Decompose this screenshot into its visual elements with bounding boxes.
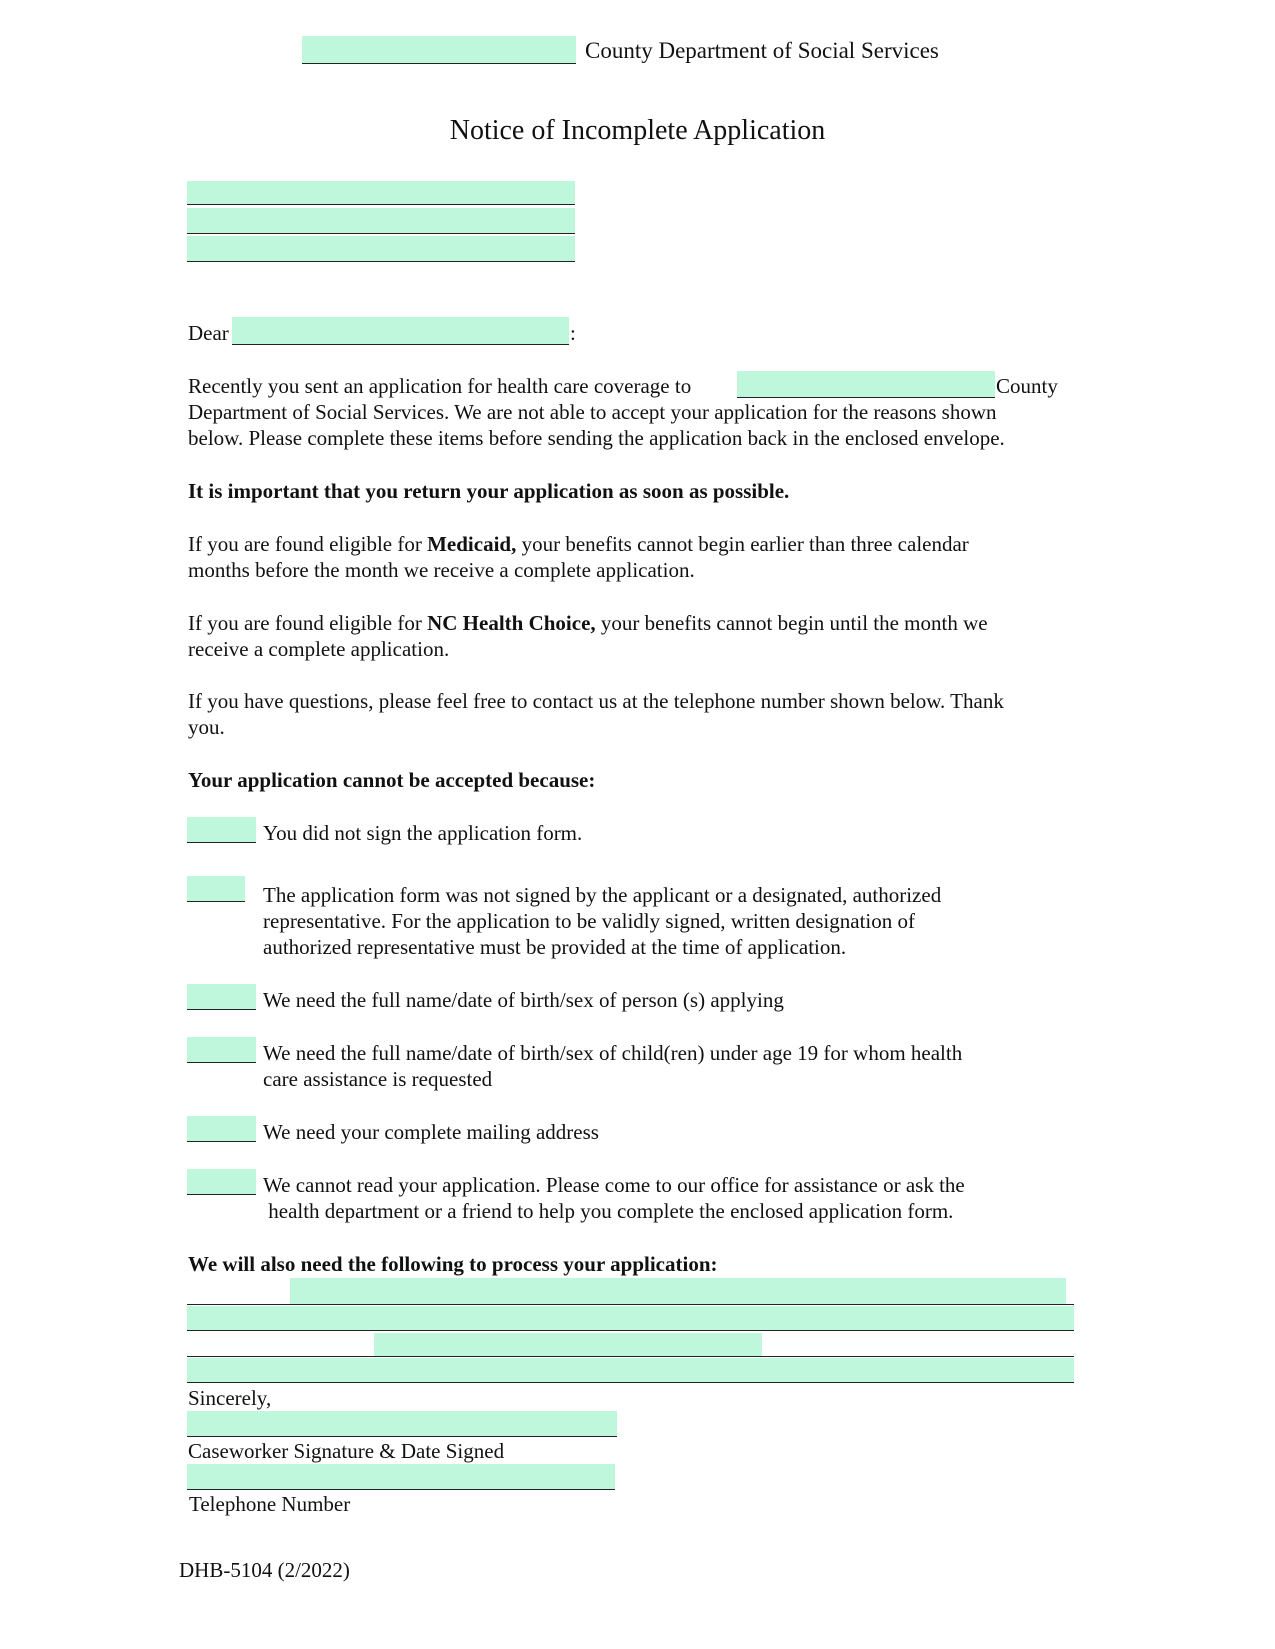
dear-label: Dear bbox=[188, 321, 229, 345]
reason-child-info-line2: care assistance is requested bbox=[263, 1067, 493, 1091]
reason-mailing-address-checkbox[interactable] bbox=[187, 1116, 256, 1142]
intro-text-line3: below. Please complete these items before sending the application back in the enclosed envelope. bbox=[188, 426, 1005, 450]
also-need-underline-3 bbox=[187, 1356, 1074, 1357]
also-need-heading: We will also need the following to process your application: bbox=[188, 1252, 718, 1276]
reason-person-info-text: We need the full name/date of birth/sex of person (s) applying bbox=[263, 988, 784, 1012]
important-notice: It is important that you return your application as soon as possible. bbox=[188, 479, 790, 503]
reason-person-info-checkbox[interactable] bbox=[187, 984, 256, 1010]
form-number: DHB-5104 (2/2022) bbox=[179, 1558, 350, 1582]
medicaid-paragraph-line1 bbox=[188, 531, 969, 557]
medicaid-post: your benefits cannot begin earlier than three calendar bbox=[516, 532, 969, 556]
telephone-number-field[interactable] bbox=[187, 1464, 615, 1490]
also-need-line-3-field[interactable] bbox=[374, 1333, 762, 1356]
questions-line2: you. bbox=[188, 715, 225, 739]
reason-unreadable-line2: health department or a friend to help you complete the enclosed application form. bbox=[263, 1199, 954, 1223]
intro-text-line2: Department of Social Services. We are not able to accept your application for the reasons shown bbox=[188, 400, 997, 424]
recipient-name-field[interactable] bbox=[232, 317, 569, 345]
address-line-1-field[interactable] bbox=[187, 181, 575, 205]
reason-not-authorized-line3: authorized representative must be provided at the time of application. bbox=[263, 935, 847, 959]
questions-line1: If you have questions, please feel free to contact us at the telephone number shown below. Thank bbox=[188, 689, 1004, 713]
reason-not-authorized-checkbox[interactable] bbox=[187, 876, 245, 902]
salutation-colon: : bbox=[570, 321, 576, 345]
page-title: Notice of Incomplete Application bbox=[449, 115, 826, 146]
nchc-pre: If you are found eligible for bbox=[188, 611, 428, 635]
reason-unreadable-line1: We cannot read your application. Please come to our office for assistance or ask the bbox=[263, 1173, 965, 1197]
nchc-paragraph-line1 bbox=[188, 610, 988, 636]
sincerely-label: Sincerely, bbox=[188, 1386, 272, 1410]
reason-not-authorized-line1: The application form was not signed by the applicant or a designated, authorized bbox=[263, 883, 942, 907]
intro-text-part2: County bbox=[996, 374, 1058, 398]
reason-unreadable-checkbox[interactable] bbox=[187, 1169, 256, 1195]
caseworker-signature-field[interactable] bbox=[187, 1411, 617, 1437]
county-department-label: County Department of Social Services bbox=[585, 38, 939, 63]
reason-unsigned-checkbox[interactable] bbox=[187, 817, 256, 843]
reason-child-info-line1: We need the full name/date of birth/sex of child(ren) under age 19 for whom health bbox=[263, 1041, 963, 1065]
reason-child-info-checkbox[interactable] bbox=[187, 1037, 256, 1063]
reason-not-authorized-line2: representative. For the application to be validly signed, written designation of bbox=[263, 909, 915, 933]
also-need-line-1-field[interactable] bbox=[290, 1278, 1066, 1304]
address-line-2-field[interactable] bbox=[187, 208, 575, 234]
caseworker-signature-label: Caseworker Signature & Date Signed bbox=[188, 1439, 505, 1463]
nchc-paragraph-line2: receive a complete application. bbox=[188, 637, 450, 661]
reason-mailing-address-text: We need your complete mailing address bbox=[263, 1120, 599, 1144]
address-line-3-field[interactable] bbox=[187, 236, 575, 262]
nchc-bold: NC Health Choice, bbox=[427, 611, 596, 635]
also-need-line-2-field[interactable] bbox=[187, 1306, 1074, 1331]
also-need-underline-1 bbox=[187, 1304, 1074, 1305]
reason-unsigned-text: You did not sign the application form. bbox=[263, 821, 583, 845]
county-name-field[interactable] bbox=[302, 36, 576, 64]
telephone-number-label: Telephone Number bbox=[189, 1492, 351, 1516]
intro-county-field[interactable] bbox=[737, 371, 995, 398]
also-need-line-4-field[interactable] bbox=[187, 1358, 1074, 1383]
medicaid-paragraph-line2: months before the month we receive a complete application. bbox=[188, 558, 695, 582]
medicaid-pre: If you are found eligible for bbox=[188, 532, 428, 556]
nchc-post: your benefits cannot begin until the month we bbox=[595, 611, 988, 635]
intro-text-part1: Recently you sent an application for health care coverage to bbox=[188, 374, 692, 398]
medicaid-bold: Medicaid, bbox=[427, 532, 517, 556]
reasons-heading: Your application cannot be accepted because: bbox=[188, 768, 596, 792]
